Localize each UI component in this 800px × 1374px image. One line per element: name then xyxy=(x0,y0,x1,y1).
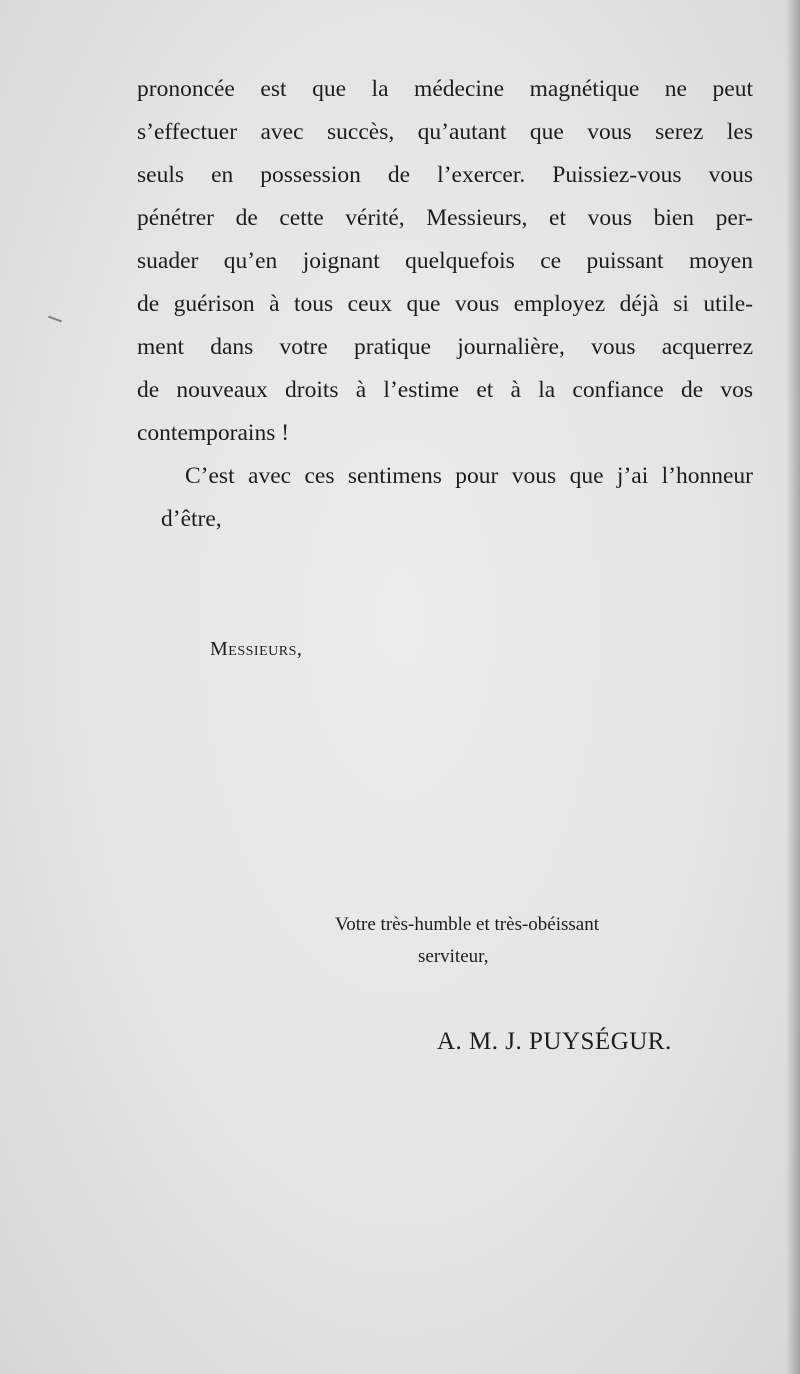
paragraph-1 xyxy=(137,68,753,455)
text-line: prononcée est que la médecine magnétique ne peut xyxy=(137,76,753,102)
text-line: pénétrer de cette vérité, Messieurs, et vous bien per- xyxy=(137,205,753,231)
text-line: d’être, xyxy=(161,506,222,532)
text-line: seuls en possession de l’exercer. Puissiez-vous vous xyxy=(137,162,753,188)
closing-line-2: serviteur, xyxy=(418,946,489,967)
closing-line-1: Votre très-humble et très-obéissant xyxy=(335,914,599,935)
text-line: C’est avec ces sentimens pour vous que j’ai l’honneur xyxy=(185,463,753,489)
text-line: de guérison à tous ceux que vous employez déjà si utile- xyxy=(137,291,753,317)
signature: A. M. J. PUYSÉGUR. xyxy=(437,1028,672,1055)
text-line: contemporains ! xyxy=(137,420,290,446)
body-text xyxy=(137,68,753,541)
paragraph-2 xyxy=(137,455,753,541)
text-line: ment dans votre pratique journalière, vous acquerrez xyxy=(137,334,753,360)
text-line: de nouveaux droits à l’estime et à la confiance de vos xyxy=(137,377,753,403)
text-line: suader qu’en joignant quelquefois ce puissant moyen xyxy=(137,248,753,274)
salutation: Messieurs, xyxy=(210,638,303,660)
text-line: s’effectuer avec succès, qu’autant que vous serez les xyxy=(137,119,753,145)
margin-mark xyxy=(48,316,62,323)
